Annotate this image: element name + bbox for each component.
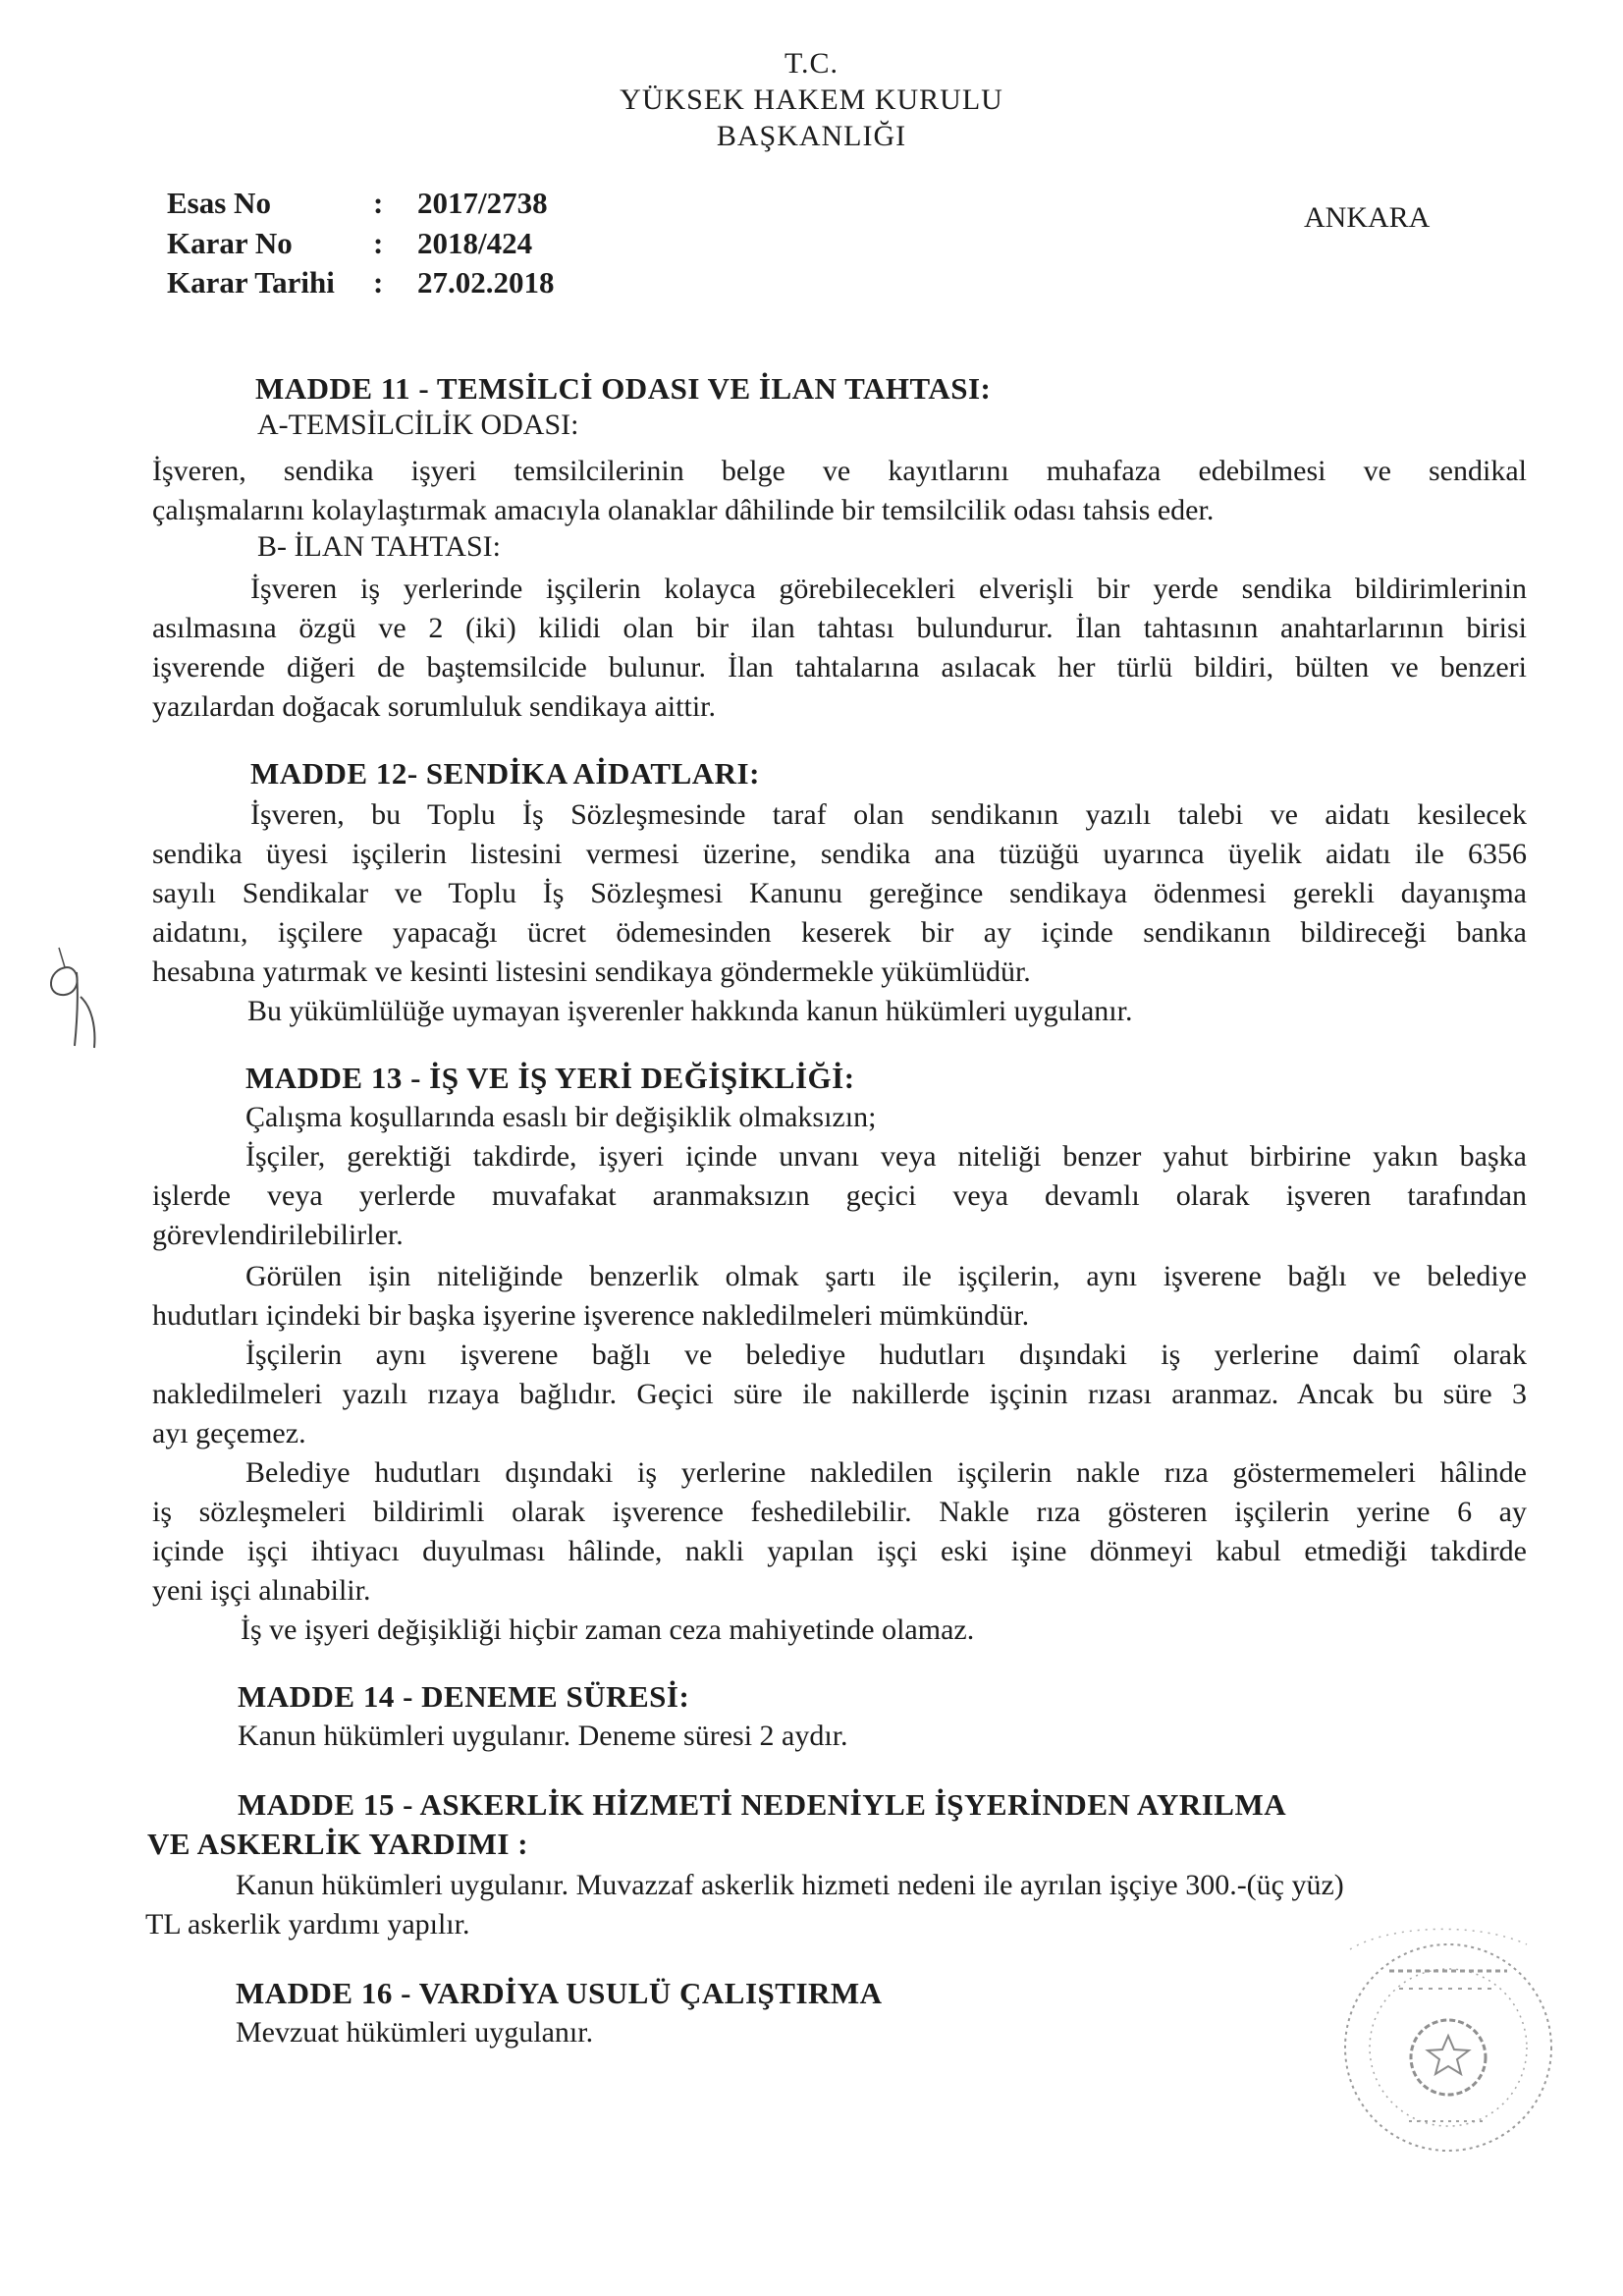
meta-value: 2018/424 [417,226,533,260]
article-12-line: aidatını, işçilere yapacağı ücret ödemesinden keserek bir ay içinde sendikanın bildireceği banka [152,916,1527,949]
meta-colon: : [373,186,384,220]
article-14-title: MADDE 14 - DENEME SÜRESİ: [238,1679,690,1714]
article-13-line: İş ve işyeri değişikliği hiçbir zaman ceza mahiyetinde olamaz. [241,1613,975,1646]
article-12-line: sendika üyesi işçilerin listesini vermesi üzerine, sendika ana tüzüğü uyarınca üyelik aidatı ile 6356 [152,838,1527,870]
article-11-b-line: İşveren iş yerlerinde işçilerin kolayca görebilecekleri elverişli bir yerde sendika bildirimlerinin [250,573,1527,605]
article-11-a-line: İşveren, sendika işyeri temsilcilerinin belge ve kayıtlarını muhafaza edebilmesi ve sendikal [152,455,1527,487]
meta-value: 27.02.2018 [417,265,555,300]
header-office: BAŞKANLIĞI [716,120,907,152]
meta-colon: : [373,265,384,300]
meta-colon: : [373,226,384,260]
article-16-line: Mevzuat hükümleri uygulanır. [236,2016,594,2049]
article-13-line: Görülen işin niteliğinde benzerlik olmak şartı ile işçilerin, aynı işverene bağlı ve belediye [245,1260,1527,1292]
article-15-title: MADDE 15 - ASKERLİK HİZMETİ NEDENİYLE İŞYERİNDEN AYRILMA [238,1787,1287,1822]
article-16-title: MADDE 16 - VARDİYA USULÜ ÇALIŞTIRMA [236,1976,883,2010]
article-13-line: Çalışma koşullarında esaslı bir değişiklik olmaksızın; [245,1101,877,1133]
article-12-line: İşveren, bu Toplu İş Sözleşmesinde taraf olan sendikanın yazılı talebi ve aidatı kesilecek [250,798,1527,831]
article-13-line: Belediye hudutları dışındaki iş yerlerine nakledilen işçilerin nakle rıza göstermemeleri hâlinde [245,1456,1527,1489]
header-institution: YÜKSEK HAKEM KURULU [620,83,1003,116]
article-11-title: MADDE 11 - TEMSİLCİ ODASI VE İLAN TAHTASI: [255,371,992,406]
article-13-line: iş sözleşmeleri bildirimli olarak işverence feshedilebilir. Nakle rıza gösteren işçilerin yerine 6 ay [152,1496,1527,1528]
article-13-line: içinde işçi ihtiyacı duyulması hâlinde, nakli yapılan işçi eski işine dönmeyi kabul etmediği takdirde [152,1535,1527,1567]
official-seal-stamp [1330,1920,1566,2185]
article-13-line: yeni işçi alınabilir. [152,1574,371,1607]
article-12-line: sayılı Sendikalar ve Toplu İş Sözleşmesi Kanunu gereğince sendikaya ödenmesi gerekli dayanışma [152,877,1527,909]
article-15-title-cont: VE ASKERLİK YARDIMI : [147,1827,529,1861]
article-11-subheading-a: A-TEMSİLCİLİK ODASI: [257,409,579,441]
article-11-a-line: çalışmalarını kolaylaştırmak amacıyla olanaklar dâhilinde bir temsilcilik odası tahsis eder. [152,494,1215,526]
article-13-line: nakledilmeleri yazılı rızaya bağlıdır. Geçici süre ile nakillerde işçinin rızası aranmaz. Ancak bu süre 3 [152,1378,1527,1410]
article-13-line: işlerde veya yerlerde muvafakat aranmaksızın geçici veya devamlı olarak işveren tarafından [152,1179,1527,1212]
article-12-title: MADDE 12- SENDİKA AİDATLARI: [250,756,760,791]
article-14-line: Kanun hükümleri uygulanır. Deneme süresi 2 aydır. [238,1720,848,1752]
meta-label: Esas No [167,186,271,220]
meta-label: Karar No [167,226,293,260]
article-13-line: ayı geçemez. [152,1417,306,1449]
article-11-subheading-b: B- İLAN TAHTASI: [257,530,501,563]
city-label: ANKARA [1304,201,1431,234]
article-13-line: İşçiler, gerektiği takdirde, işyeri içinde unvanı veya niteliği benzer yahut birbirine yakın başka [245,1140,1527,1173]
article-13-line: hudutları içindeki bir başka işyerine işverence nakledilmeleri mümkündür. [152,1299,1030,1332]
handwritten-initial [37,938,116,1056]
article-12-line: Bu yükümlülüğe uymayan işverenler hakkında kanun hükümleri uygulanır. [247,995,1133,1027]
article-13-line: İşçilerin aynı işverene bağlı ve belediye hudutları dışındaki iş yerlerine daimî olarak [245,1339,1527,1371]
article-11-b-line: işverende diğeri de baştemsilcide bulunur. İlan tahtalarına asılacak her türlü bildiri, bülten ve benzeri [152,651,1527,683]
article-15-line: Kanun hükümleri uygulanır. Muvazzaf askerlik hizmeti nedeni ile ayrılan işçiye 300.-(üç yüz) [236,1869,1344,1901]
article-12-line: hesabına yatırmak ve kesinti listesini sendikaya göndermekle yükümlüdür. [152,956,1031,988]
article-11-b-line: yazılardan doğacak sorumluluk sendikaya aittir. [152,690,716,723]
header-country: T.C. [784,47,839,80]
article-13-line: görevlendirilebilirler. [152,1219,404,1251]
article-15-line: TL askerlik yardımı yapılır. [145,1908,470,1941]
article-13-title: MADDE 13 - İŞ VE İŞ YERİ DEĞİŞİKLİĞİ: [245,1061,855,1095]
meta-label: Karar Tarihi [167,265,335,300]
meta-value: 2017/2738 [417,186,548,220]
article-11-b-line: asılmasına özgü ve 2 (iki) kilidi olan bir ilan tahtası bulundurur. İlan tahtasının anahtarlarının birisi [152,612,1527,644]
